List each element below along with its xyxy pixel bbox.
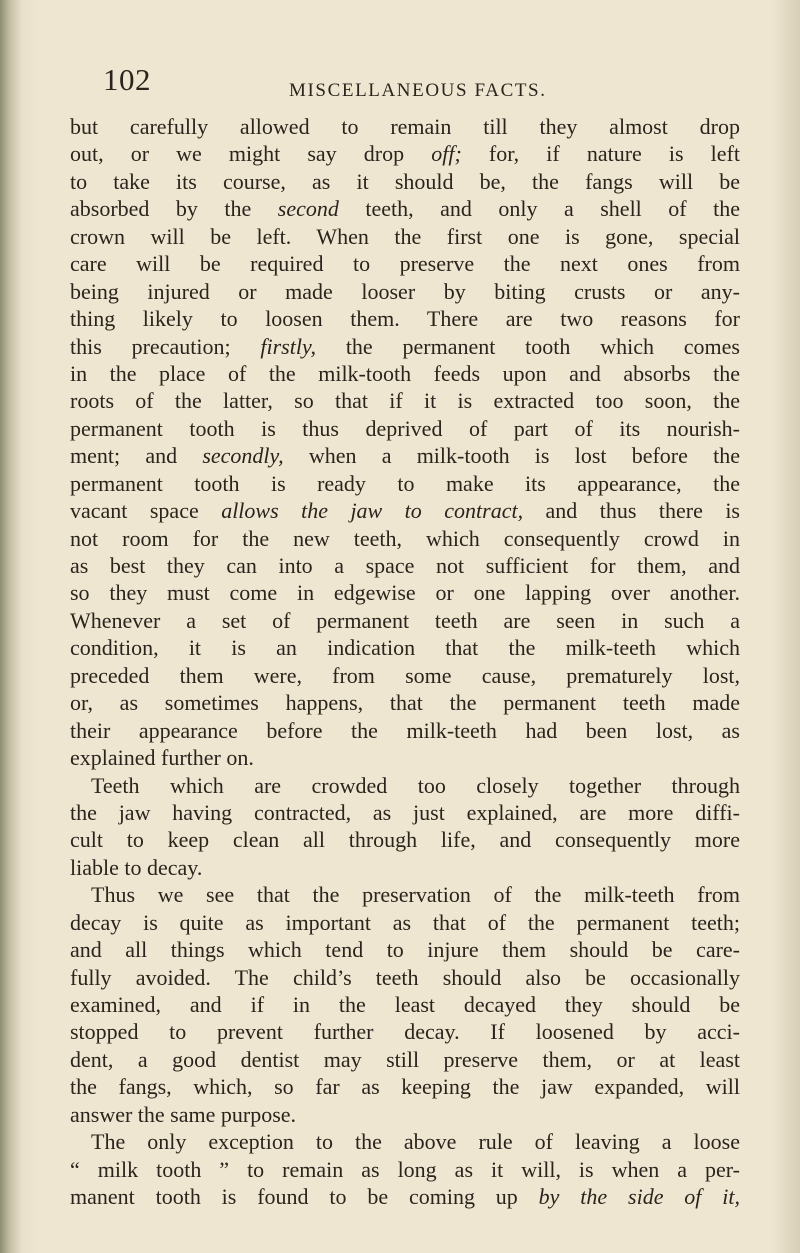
text-line: answer the same purpose.: [70, 1101, 297, 1127]
italic-text-run: by the side of it,: [538, 1184, 740, 1210]
text-line: not room for the new teeth, which consequently crowd in: [70, 525, 740, 551]
italic-text-run: secondly,: [202, 443, 284, 469]
text-line: [70, 195, 740, 222]
italic-text-run: second: [277, 196, 339, 222]
text-line: preceded them were, from some cause, prematurely lost,: [70, 662, 740, 688]
text-line: being injured or made looser by biting crusts or any-: [70, 278, 740, 304]
text-line: roots of the latter, so that if it is extracted too soon, the: [70, 388, 740, 414]
page-header: [103, 62, 743, 110]
text-line: care will be required to preserve the next ones from: [70, 251, 740, 277]
text-line: as best they can into a space not sufficient for them, and: [70, 553, 740, 578]
text-run: teeth, and only a shell of the: [338, 196, 740, 222]
text-run: this precaution;: [70, 333, 261, 359]
body-text: [70, 113, 740, 1211]
italic-text-run: firstly,: [260, 333, 316, 359]
text-line: the fangs, which, so far as keeping the jaw expanded, will: [70, 1074, 740, 1100]
text-line: [70, 442, 740, 469]
text-line: permanent tooth is thus deprived of part of its nourish-: [70, 415, 740, 441]
text-run: vacant space: [70, 498, 222, 524]
text-line: dent, a good dentist may still preserve them, or at least: [70, 1046, 740, 1072]
text-line: in the place of the milk-tooth feeds upon and absorbs the: [70, 360, 740, 386]
text-run: manent tooth is found to be coming up: [70, 1184, 539, 1210]
text-run: the permanent tooth which comes: [316, 333, 740, 359]
text-line: Teeth which are crowded too closely together through: [91, 772, 740, 798]
text-run: out, or we might say drop: [70, 141, 432, 167]
text-line: The only exception to the above rule of leaving a loose: [91, 1129, 740, 1155]
italic-text-run: off;: [431, 141, 462, 167]
text-line: thing likely to loosen them. There are two reasons for: [70, 306, 740, 332]
text-line: or, as sometimes happens, that the permanent teeth made: [70, 690, 740, 716]
text-line: liable to decay.: [70, 854, 203, 880]
text-line: to take its course, as it should be, the fangs will be: [70, 168, 740, 194]
text-line: fully avoided. The child’s teeth should also be occasionally: [70, 964, 740, 990]
text-line: stopped to prevent further decay. If loosened by acci-: [70, 1019, 740, 1045]
text-line: examined, and if in the least decayed they should be: [70, 992, 740, 1017]
text-run: ment; and: [70, 443, 203, 469]
running-head: MISCELLANEOUS FACTS.: [289, 80, 547, 101]
text-line: [70, 333, 740, 360]
italic-text-run: allows the jaw to contract,: [221, 498, 524, 524]
text-line: cult to keep clean all through life, and consequently more: [70, 827, 740, 853]
text-line: decay is quite as important as that of the permanent teeth;: [70, 909, 740, 935]
text-line: “ milk tooth ” to remain as long as it will, is when a per-: [70, 1156, 740, 1182]
text-line: the jaw having contracted, as just explained, are more diffi-: [70, 799, 740, 825]
text-line: crown will be left. When the first one is gone, special: [70, 223, 740, 249]
page-number: 102: [103, 62, 151, 97]
text-run: when a milk-tooth is lost before the: [283, 443, 740, 469]
text-line: so they must come in edgewise or one lapping over another.: [70, 580, 740, 606]
text-line: Thus we see that the preservation of the milk-teeth from: [91, 882, 740, 908]
text-line: Whenever a set of permanent teeth are seen in such a: [70, 607, 740, 633]
text-line: explained further on.: [70, 745, 254, 771]
text-line: and all things which tend to injure them should be care-: [70, 937, 740, 963]
text-run: and thus there is: [523, 498, 740, 524]
text-line: but carefully allowed to remain till they almost drop: [70, 114, 740, 139]
text-run: absorbed by the: [70, 196, 278, 222]
text-run: for, if nature is left: [461, 141, 740, 167]
text-line: their appearance before the milk-teeth had been lost, as: [70, 717, 740, 743]
text-line: [70, 140, 740, 167]
text-line: condition, it is an indication that the milk-teeth which: [70, 635, 740, 661]
text-line: [70, 497, 740, 524]
text-line: permanent tooth is ready to make its appearance, the: [70, 470, 740, 496]
text-line: [70, 1183, 740, 1210]
